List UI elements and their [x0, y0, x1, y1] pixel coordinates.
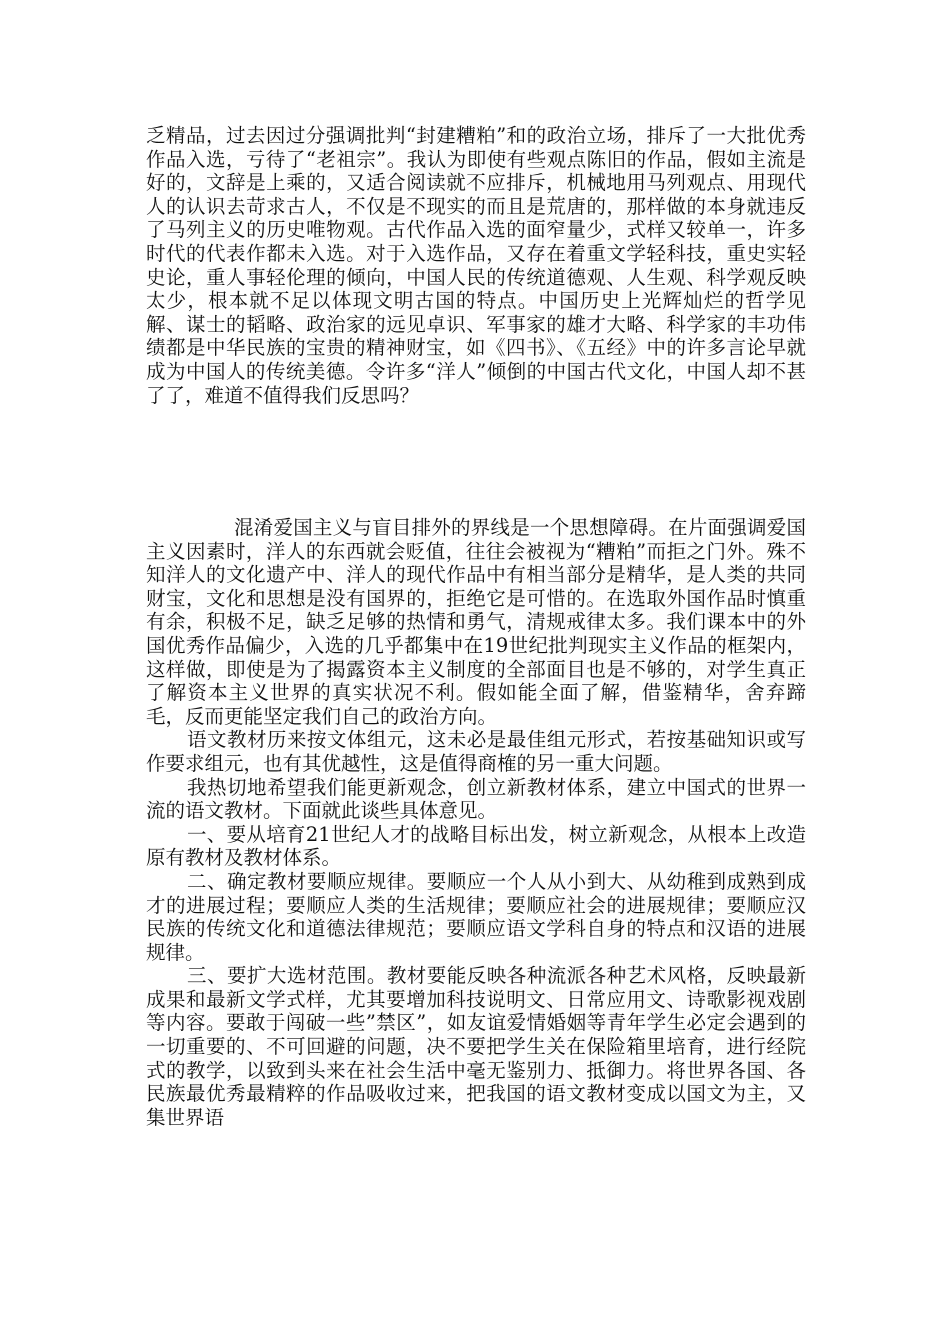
text-section-top: [146, 124, 806, 407]
paragraph: 一、要从培育21世纪人才的战略目标出发，树立新观念，从根本上改造原有教材及教材体系。: [146, 822, 806, 870]
paragraph: 语文教材历来按文体组元，这未必是最佳组元形式，若按基础知识或写作要求组元，也有其优越性，这是值得商榷的另一重大问题。: [146, 728, 806, 775]
paragraph: 二、确定教材要顺应规律。要顺应一个人从小到大、从幼稚到成熟到成才的进展过程；要顺应人类的生活规律；要顺应社会的进展规律；要顺应汉民族的传统文化和道德法律规范；要顺应语文学科自身的特点和汉语的进展规律。: [146, 869, 806, 964]
paragraph: 混淆爱国主义与盲目排外的界线是一个思想障碍。在片面强调爱国主义因素时，洋人的东西就会贬值，往往会被视为“糟粕”而拒之门外。殊不知洋人的文化遗产中、洋人的现代作品中有相当部分是精华，是人类的共同财宝，文化和思想是没有国界的，拒绝它是可惜的。在选取外国作品时慎重有余，积极不足，缺乏足够的热情和勇气，清规戒律太多。我们课本中的外国优秀作品偏少，入选的几乎都集中在19世纪批判现实主义作品的框架内，这样做，即使是为了揭露资本主义制度的全部面目也是不够的，对学生真正了解资本主义世界的真实状况不利。假如能全面了解，借鉴精华，舍弃蹄毛，反而更能坚定我们自己的政治方向。: [146, 516, 806, 728]
paragraph: 我热切地希望我们能更新观念，创立新教材体系，建立中国式的世界一流的语文教材。下面就此谈些具体意见。: [146, 775, 806, 823]
paragraph: 乏精品，过去因过分强调批判“封建糟粕”和的政治立场，排斥了一大批优秀作品入选，亏待了“老祖宗”。我认为即使有些观点陈旧的作品，假如主流是好的，文辞是上乘的，又适合阅读就不应排斥，机械地用马列观点、用现代人的认识去苛求古人，不仅是不现实的而且是荒唐的，那样做的本身就违反了马列主义的历史唯物观。古代作品入选的面窄量少，式样又较单一，许多时代的代表作都未入选。对于入选作品，又存在着重文学轻科技，重史实轻史论，重人事轻伦理的倾向，中国人民的传统道德观、人生观、科学观反映太少，根本就不足以体现文明古国的特点。中国历史上光辉灿烂的哲学见解、谋士的韬略、政治家的远见卓识、军事家的雄才大略、科学家的丰功伟绩都是中华民族的宝贵的精神财宝，如《四书》、《五经》中的许多言论早就成为中国人的传统美德。令许多“洋人”倾倒的中国古代文化，中国人却不甚了了，难道不值得我们反思吗？: [146, 124, 806, 407]
text-section-bottom: [146, 516, 806, 1129]
paragraph: 三、要扩大选材范围。教材要能反映各种流派各种艺术风格，反映最新成果和最新文学式样，尤其要增加科技说明文、日常应用文、诗歌影视戏剧等内容。要敢于闯破一些”禁区”，如友谊爱情婚姻等青年学生必定会遇到的一切重要的、不可回避的问题，决不要把学生关在保险箱里培育，进行经院式的教学，以致到头来在社会生活中毫无鉴别力、抵御力。将世界各国、各民族最优秀最精粹的作品吸收过来，把我国的语文教材变成以国文为主，又集世界语: [146, 964, 806, 1129]
